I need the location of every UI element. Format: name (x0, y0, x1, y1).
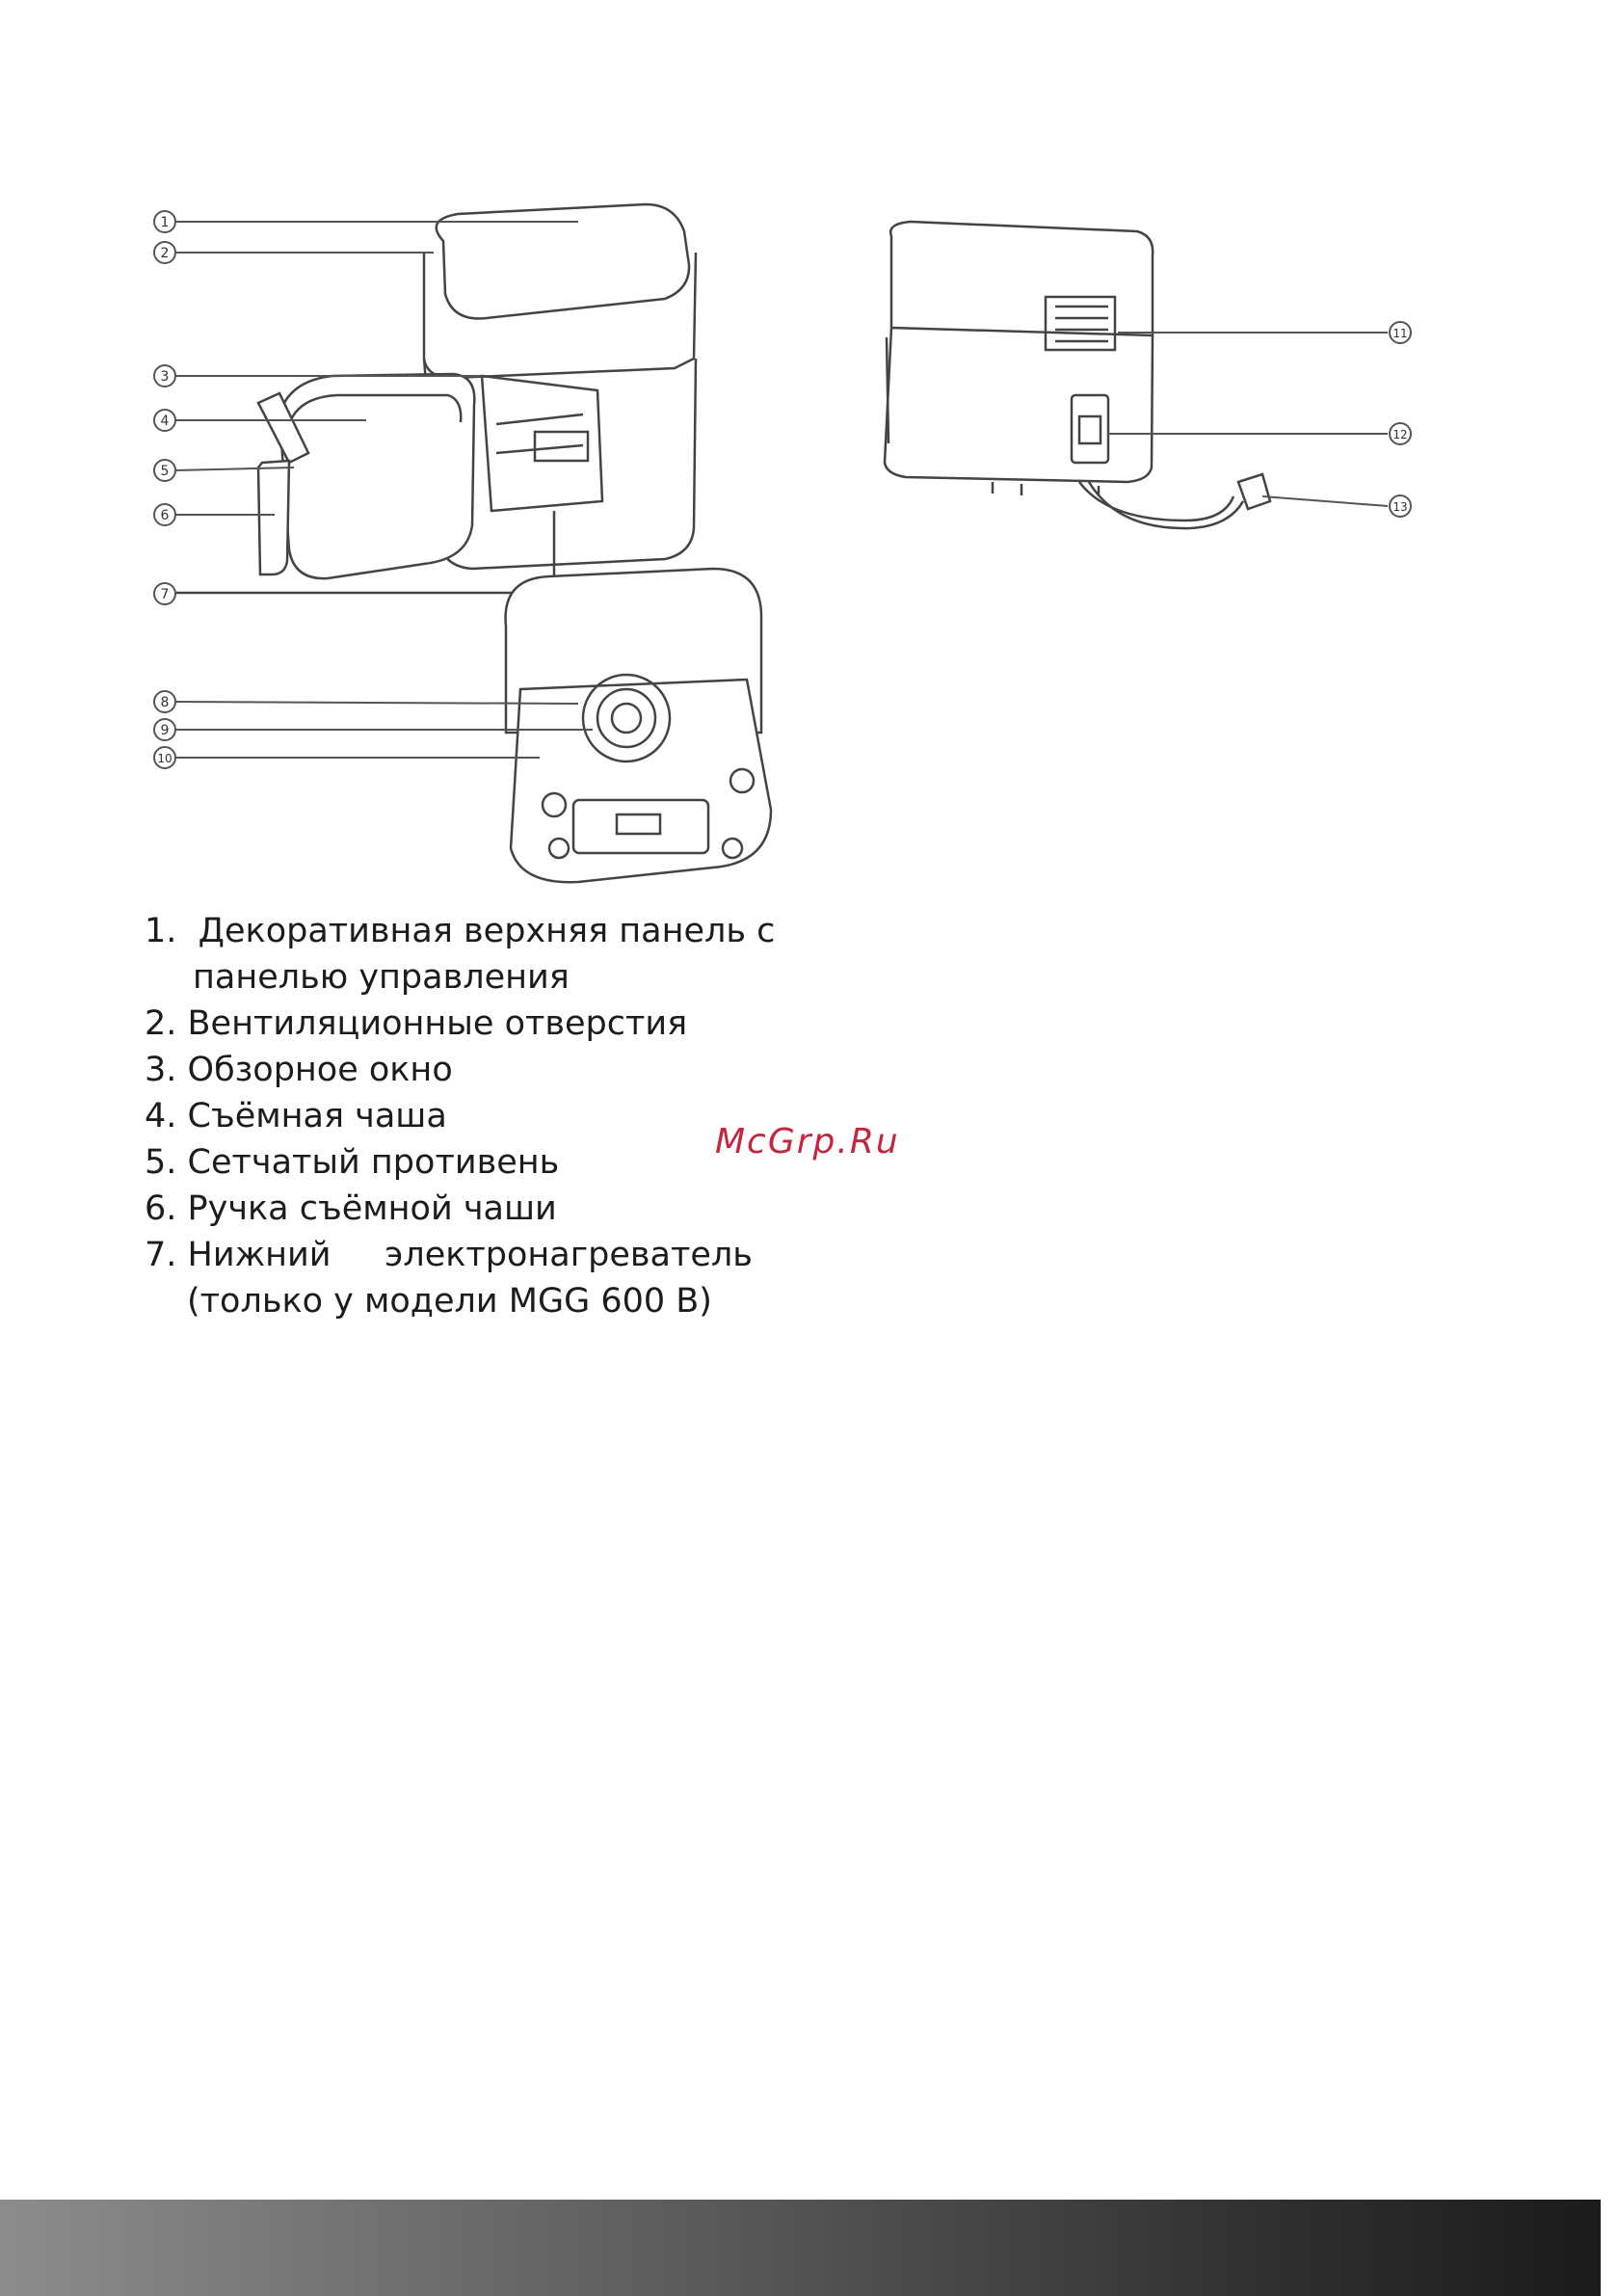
svg-text:2: 2 (160, 246, 170, 261)
footer-bar (0, 2200, 1618, 2296)
svg-text:10: 10 (157, 752, 172, 765)
callout-8 (154, 691, 175, 712)
callout-10 (154, 747, 175, 768)
callout-1 (154, 211, 175, 232)
legend-num: 2. (145, 1004, 177, 1043)
svg-text:13: 13 (1393, 500, 1408, 514)
legend-text: Съёмная чаша (187, 1097, 447, 1135)
legend-text: (только у модели MGG 600 B) (187, 1282, 712, 1321)
callout-9 (154, 719, 175, 740)
legend-item-7-cont (145, 1278, 819, 1324)
callout-11 (1390, 322, 1411, 343)
svg-text:8: 8 (160, 695, 170, 710)
svg-text:11: 11 (1393, 327, 1408, 340)
svg-text:9: 9 (160, 723, 170, 738)
legend-item-3 (145, 1047, 819, 1093)
callout-13 (1390, 495, 1411, 517)
callout-3 (154, 365, 175, 387)
legend-text: Декоративная верхняя панель с (198, 912, 776, 950)
callout-7 (154, 583, 175, 604)
svg-text:1: 1 (160, 215, 170, 230)
parts-legend (145, 908, 819, 1324)
footer-edge (1601, 2200, 1618, 2296)
legend-text: панелью управления (193, 958, 570, 997)
callout-4 (154, 410, 175, 431)
legend-item-7 (145, 1232, 819, 1278)
callout-12 (1390, 423, 1411, 444)
legend-num: 3. (145, 1051, 177, 1089)
callout-5 (154, 460, 175, 481)
watermark: McGrp.Ru (715, 1122, 900, 1161)
legend-num: 5. (145, 1143, 177, 1182)
legend-text: Ручка съёмной чаши (187, 1189, 557, 1228)
svg-text:5: 5 (160, 464, 170, 479)
svg-text:12: 12 (1393, 428, 1408, 441)
legend-num: 7. (145, 1236, 177, 1274)
legend-item-2 (145, 1001, 819, 1047)
svg-text:7: 7 (160, 587, 170, 602)
legend-item-1-cont (145, 954, 819, 1001)
legend-num: 1. (145, 912, 177, 950)
legend-num: 4. (145, 1097, 177, 1135)
legend-text: Обзорное окно (187, 1051, 453, 1089)
legend-num: 6. (145, 1189, 177, 1228)
callout-2 (154, 242, 175, 263)
legend-text: Нижний электронагреватель (187, 1236, 753, 1274)
legend-item-6 (145, 1186, 819, 1232)
product-diagram (0, 0, 1618, 916)
svg-text:3: 3 (160, 369, 170, 385)
legend-text: Сетчатый противень (187, 1143, 560, 1182)
legend-text: Вентиляционные отверстия (187, 1004, 688, 1043)
callout-6 (154, 504, 175, 525)
svg-text:6: 6 (160, 508, 170, 523)
svg-text:4: 4 (160, 414, 170, 429)
legend-item-1 (145, 908, 819, 954)
